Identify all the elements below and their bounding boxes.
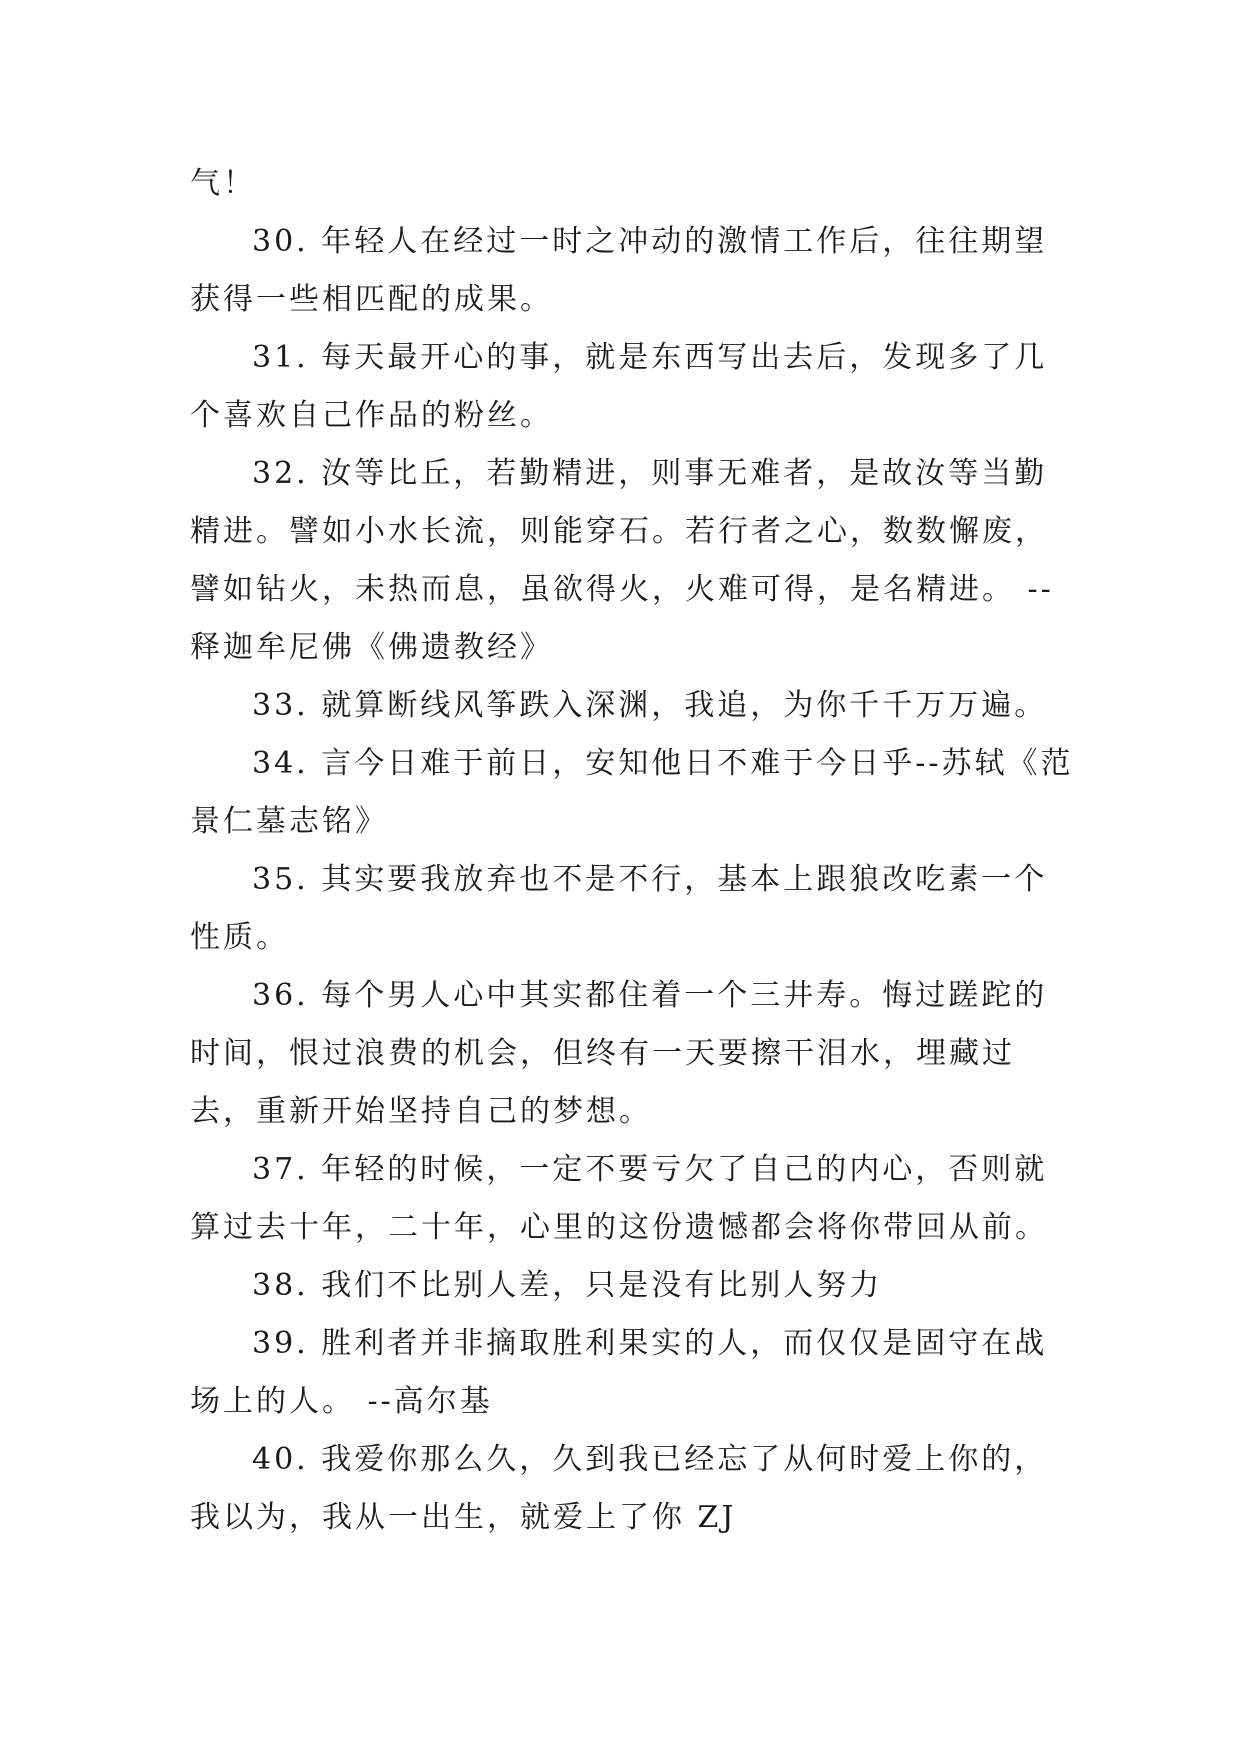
paragraph-32: 32. 汝等比丘，若勤精进，则事无难者，是故汝等当勤精进。譬如小水长流，则能穿石。若行者之心，数数懈废，譬如钻火，未热而息，虽欲得火，火难可得，是名精进。 --释迦牟尼佛《佛遗教经》 bbox=[190, 456, 1054, 665]
paragraph-36: 36. 每个男人心中其实都住着一个三井寿。悔过蹉跎的时间，恨过浪费的机会，但终有一天要擦干泪水，埋藏过去，重新开始坚持自己的梦想。 bbox=[190, 978, 1048, 1129]
paragraph-37: 37. 年轻的时候，一定不要亏欠了自己的内心，否则就算过去十年，二十年，心里的这份遗憾都会将你带回从前。 bbox=[190, 1152, 1048, 1245]
paragraph-34: 34. 言今日难于前日，安知他日不难于今日乎--苏轼《范景仁墓志铭》 bbox=[190, 746, 1074, 839]
paragraph-30: 30. 年轻人在经过一时之冲动的激情工作后，往往期望获得一些相匹配的成果。 bbox=[190, 224, 1048, 317]
paragraph-35: 35. 其实要我放弃也不是不行，基本上跟狼改吃素一个性质。 bbox=[190, 862, 1048, 955]
document-body bbox=[190, 155, 1080, 1547]
paragraph-40: 40. 我爱你那么久，久到我已经忘了从何时爱上你的，我以为，我从一出生，就爱上了你 ZJ bbox=[190, 1442, 1048, 1535]
paragraph-33: 33. 就算断线风筝跌入深渊，我追，为你千千万万遍。 bbox=[252, 688, 1048, 723]
paragraph-31: 31. 每天最开心的事，就是东西写出去后，发现多了几个喜欢自己作品的粉丝。 bbox=[190, 340, 1048, 433]
paragraph-38: 38. 我们不比别人差，只是没有比别人努力 bbox=[252, 1268, 883, 1303]
paragraph-0: 气！ bbox=[190, 166, 256, 201]
paragraph-39: 39. 胜利者并非摘取胜利果实的人，而仅仅是固守在战场上的人。 --高尔基 bbox=[190, 1326, 1048, 1419]
